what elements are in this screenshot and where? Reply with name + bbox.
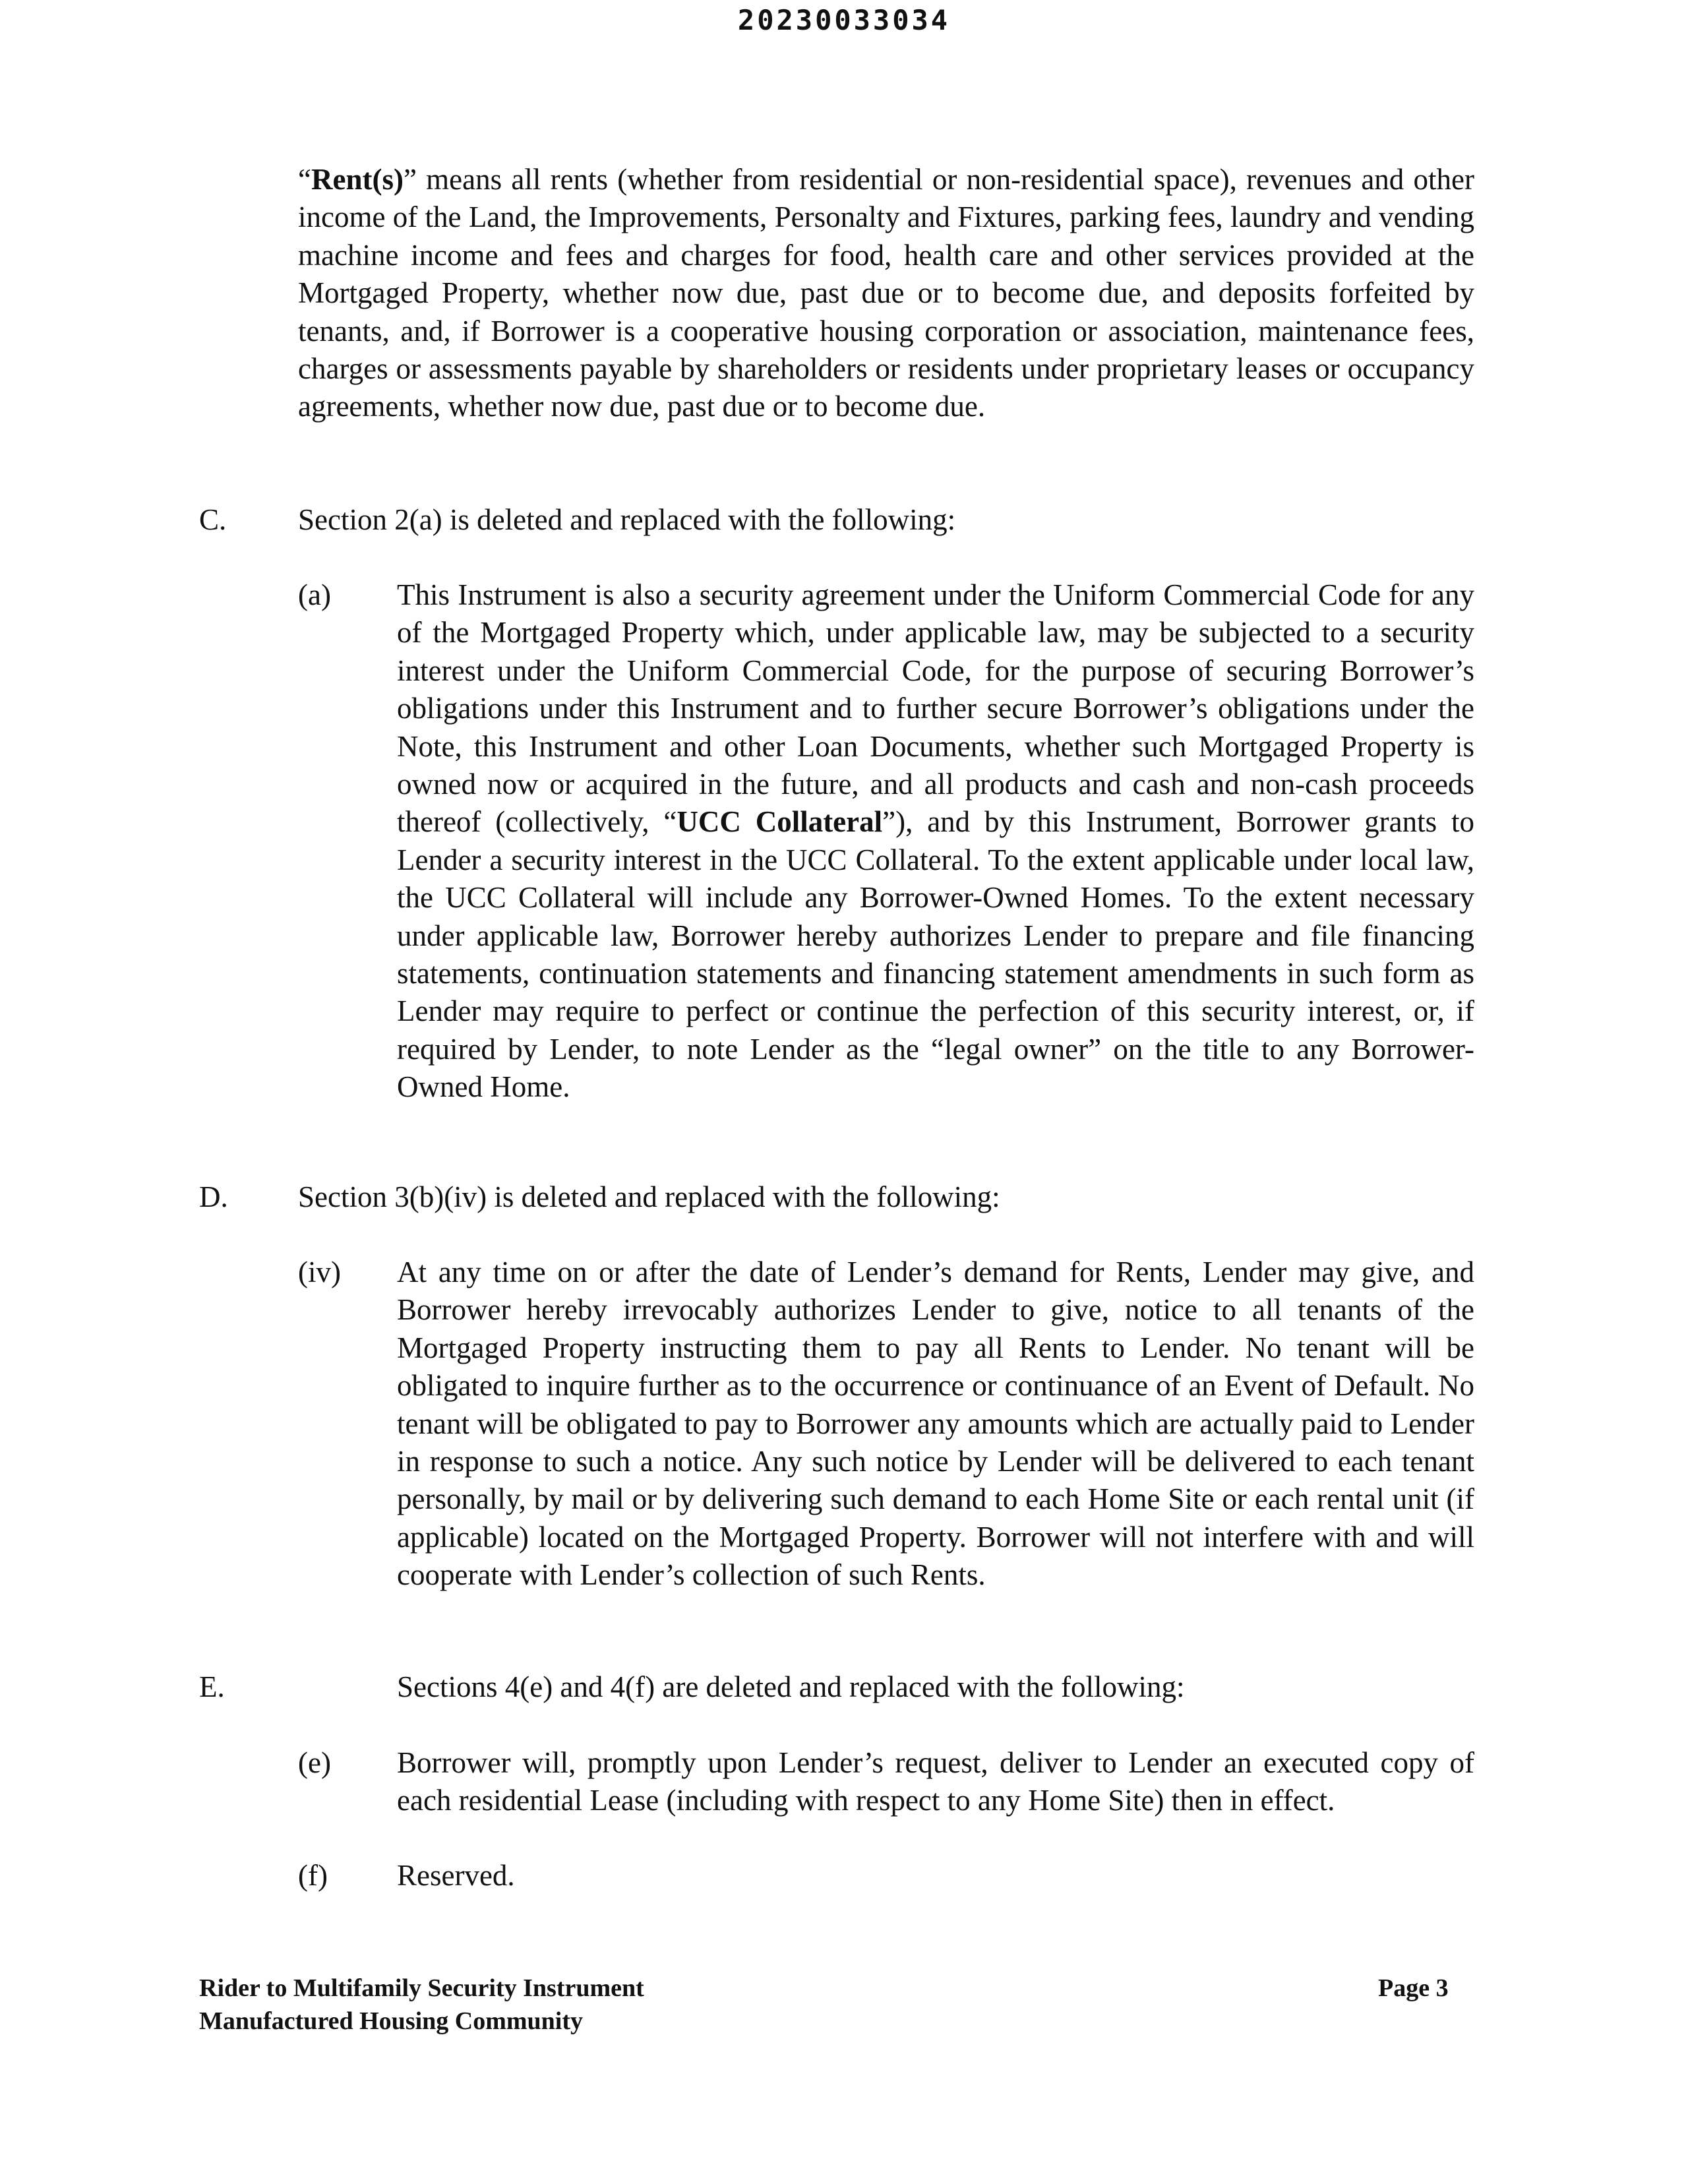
section-e-item-f-text: Reserved. [397,1859,515,1892]
footer-title-line2: Manufactured Housing Community [199,2007,584,2035]
section-c-heading: Section 2(a) is deleted and replaced with the following: [298,503,956,536]
section-d-item-label: (iv) [298,1256,341,1289]
section-e-label: E. [199,1670,225,1703]
section-c-item-label: (a) [298,578,331,611]
document-number: 20230033034 [737,4,951,36]
section-d-heading: Section 3(b)(iv) is deleted and replaced with the following: [298,1180,1000,1213]
defined-term-rents: Rent(s) [311,163,404,196]
section-c-label: C. [199,503,227,536]
rents-definition [298,161,1474,426]
section-c-item-text: This Instrument is also a security agreement under the Uniform Commercial Code for any of the Mortgaged Property which, under applicable law, may be subjected to a security interest under the Uniform Commercial Code, for the purpose of securing Borrower’s obligations under this Instrument and to further secure Borrower’s obligations under the Note, this Instrument and other Loan Documents, whether such Mortgaged Property is owned now or acquired in the future, and all products and cash and non-cash proceeds thereof (collectively, “UCC Collateral”), and by this Instrument, Borrower grants to Lender a security interest in the UCC Collateral. To the extent applicable under local law, the UCC Collateral will include any Borrower-Owned Homes. To the extent necessary under applicable law, Borrower hereby authorizes Lender to prepare and file financing statements, continuation statements and financing statement amendments in such form as Lender may require to perfect or continue the perfection of this security interest, or, if required by Lender, to note Lender as the “legal owner” on the title to any Borrower-Owned Home. [397,578,1474,1104]
section-e-item-f-label: (f) [298,1859,328,1892]
page-number: Page 3 [1378,1974,1449,2002]
section-d-item-text: At any time on or after the date of Lender’s demand for Rents, Lender may give, and Borrower hereby irrevocably authorizes Lender to give, notice to all tenants of the Mortgaged Property instructing them to pay all Rents to Lender. No tenant will be obligated to inquire further as to the occurrence or continuance of an Event of Default. No tenant will be obligated to pay to Borrower any amounts which are actually paid to Lender in response to such a notice. Any such notice by Lender will be delivered to each tenant personally, by mail or by delivering such demand to each Home Site or each rental unit (if applicable) located on the Mortgaged Property. Borrower will not interfere with and will cooperate with Lender’s collection of such Rents. [397,1256,1474,1592]
section-e-item-e-label: (e) [298,1746,331,1779]
defined-term-ucc-collateral: UCC Collateral [677,805,883,839]
section-e-item-e-text: Borrower will, promptly upon Lender’s request, deliver to Lender an executed copy of each residential Lease (including with respect to any Home Site) then in effect. [397,1746,1474,1817]
section-e-heading: Sections 4(e) and 4(f) are deleted and replaced with the following: [397,1670,1185,1703]
rents-definition-text: ” means all rents (whether from residential or non-residential space), revenues and other income of the Land, the Improvements, Personalty and Fixtures, parking fees, laundry and vending machine income and fees and charges for food, health care and other services provided at the Mortgaged Property, whether now due, past due or to become due, and deposits forfeited by tenants, and, if Borrower is a cooperative housing corporation or association, maintenance fees, charges or assessments payable by shareholders or residents under proprietary leases or occupancy agreements, whether now due, past due or to become due. [298,163,1474,423]
footer-title-line1: Rider to Multifamily Security Instrument [199,1974,644,2002]
open-quote: “ [298,163,311,196]
section-d-label: D. [199,1180,228,1213]
